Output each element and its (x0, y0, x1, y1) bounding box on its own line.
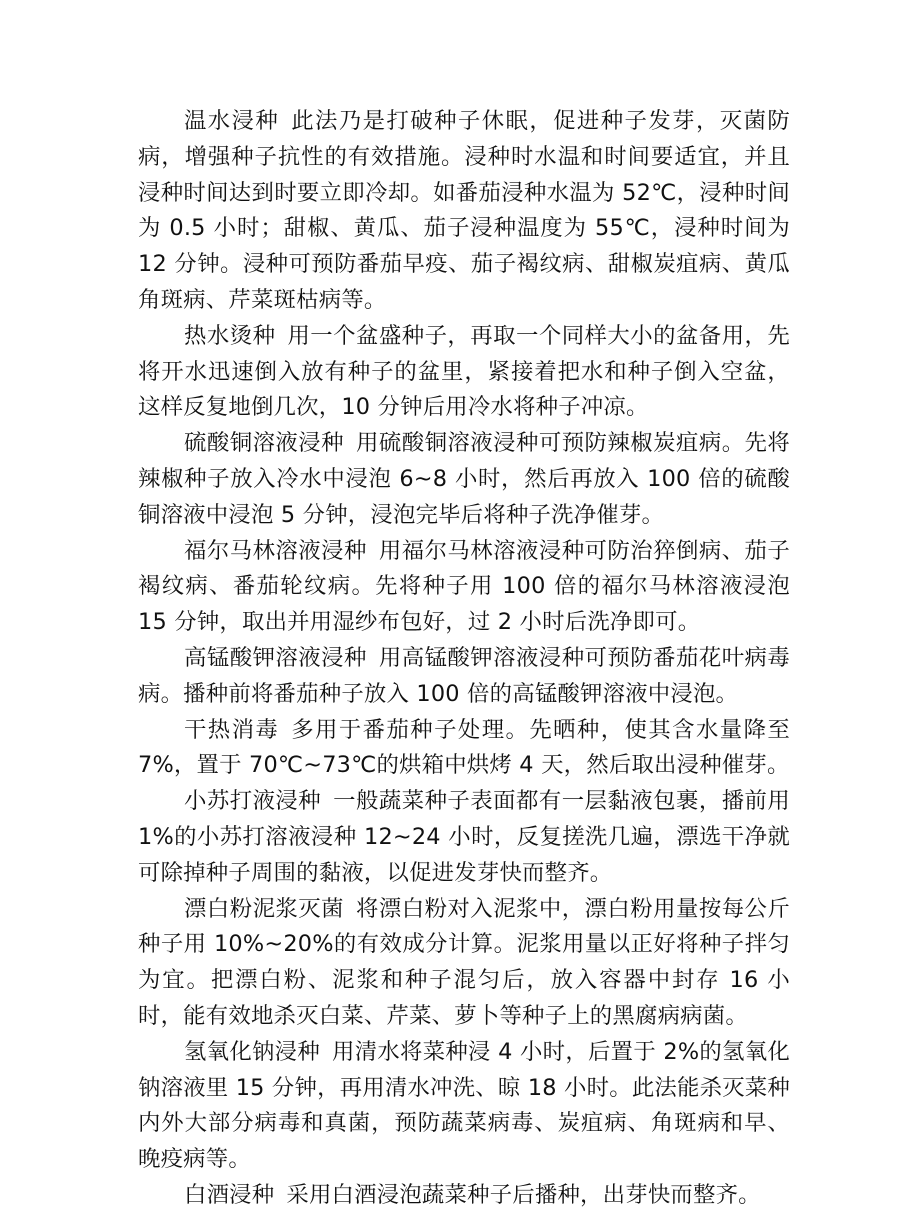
paragraph-term: 白酒浸种 (184, 1181, 275, 1208)
paragraph-term: 小苏打液浸种 (184, 788, 322, 815)
paragraph-text: 用福尔马林溶液浸种可防治猝倒病、茄子褐纹病、番茄轮纹病。先将种子用 100 倍的福尔马林溶液浸泡 15 分钟，取出并用湿纱布包好，过 2 小时后洗净即可。 (138, 537, 790, 636)
paragraph-formalin-soaking (138, 534, 790, 641)
paragraph-text: 将漂白粉对入泥浆中，漂白粉用量按每公斤种子用 10%~20%的有效成分计算。泥浆用量以正好将种子拌匀为宜。把漂白粉、泥浆和种子混匀后，放入容器中封存 16 小时，能有效地杀灭白菜、芹菜、萝卜等种子上的黑腐病病菌。 (138, 895, 790, 1029)
paragraph-hot-water-scalding (138, 319, 790, 426)
paragraph-term: 温水浸种 (184, 108, 280, 134)
paragraph-permanganate-soaking (138, 641, 790, 713)
paragraph-dry-heat-disinfection (138, 713, 790, 785)
paragraph-warm-water-soaking (138, 104, 790, 319)
paragraph-text: 此法乃是打破种子休眠，促进种子发芽，灭菌防病，增强种子抗性的有效措施。浸种时水温和时间要适宜，并且浸种时间达到时要立即冷却。如番茄浸种水温为 52℃，浸种时间为 0.5 小时；甜椒、黄瓜、茄子浸种温度为 55℃，浸种时间为 12 分钟。浸种可预防番茄早疫、茄子褐纹病、甜椒炭疽病、黄瓜角斑病、芹菜斑枯病等。 (138, 108, 790, 313)
paragraph-text: 用硫酸铜溶液浸种可预防辣椒炭疽病。先将辣椒种子放入冷水中浸泡 6~8 小时，然后再放入 100 倍的硫酸铜溶液中浸泡 5 分钟，浸泡完毕后将种子洗净催芽。 (138, 430, 790, 528)
paragraph-term: 高锰酸钾溶液浸种 (184, 644, 367, 671)
paragraph-term: 硫酸铜溶液浸种 (184, 430, 344, 457)
paragraph-term: 热水烫种 (184, 322, 276, 349)
paragraph-text: 采用白酒浸泡蔬菜种子后播种，出芽快而整齐。 (286, 1181, 761, 1208)
paragraph-term: 干热消毒 (184, 716, 280, 743)
paragraph-text: 用清水将菜种浸 4 小时，后置于 2%的氢氧化钠溶液里 15 分钟，再用清水冲洗、晾 18 小时。此法能杀灭菜种内外大部分病毒和真菌，预防蔬菜病毒、炭疽病、角斑病和早、晚疫病等。 (138, 1038, 791, 1173)
paragraph-bleach-slurry-sterilization (138, 892, 790, 1035)
paragraph-liquor-soaking (138, 1178, 790, 1214)
paragraph-term: 氢氧化钠浸种 (184, 1038, 321, 1065)
paragraph-sodium-hydroxide-soaking (138, 1035, 790, 1178)
paragraph-term: 福尔马林溶液浸种 (184, 537, 367, 564)
paragraph-copper-sulfate-soaking (138, 426, 790, 533)
paragraph-text: 用一个盆盛种子，再取一个同样大小的盆备用，先将开水迅速倒入放有种子的盆里，紧接着把水和种子倒入空盆，这样反复地倒几次，10 分钟后用冷水将种子冲凉。 (138, 322, 790, 421)
paragraph-text: 用高锰酸钾溶液浸种可预防番茄花叶病毒病。播种前将番茄种子放入 100 倍的高锰酸钾溶液中浸泡。 (138, 644, 790, 707)
paragraph-baking-soda-soaking (138, 784, 790, 891)
paragraph-text: 一般蔬菜种子表面都有一层黏液包裹，播前用 1%的小苏打溶液浸种 12~24 小时，反复搓洗几遍，漂选干净就可除掉种子周围的黏液，以促进发芽快而整齐。 (138, 788, 790, 886)
document-body (138, 104, 790, 1214)
paragraph-text: 多用于番茄种子处理。先晒种，使其含水量降至 7%，置于 70℃~73℃的烘箱中烘烤 4 天，然后取出浸种催芽。 (138, 716, 790, 779)
paragraph-term: 漂白粉泥浆灭菌 (184, 895, 344, 922)
